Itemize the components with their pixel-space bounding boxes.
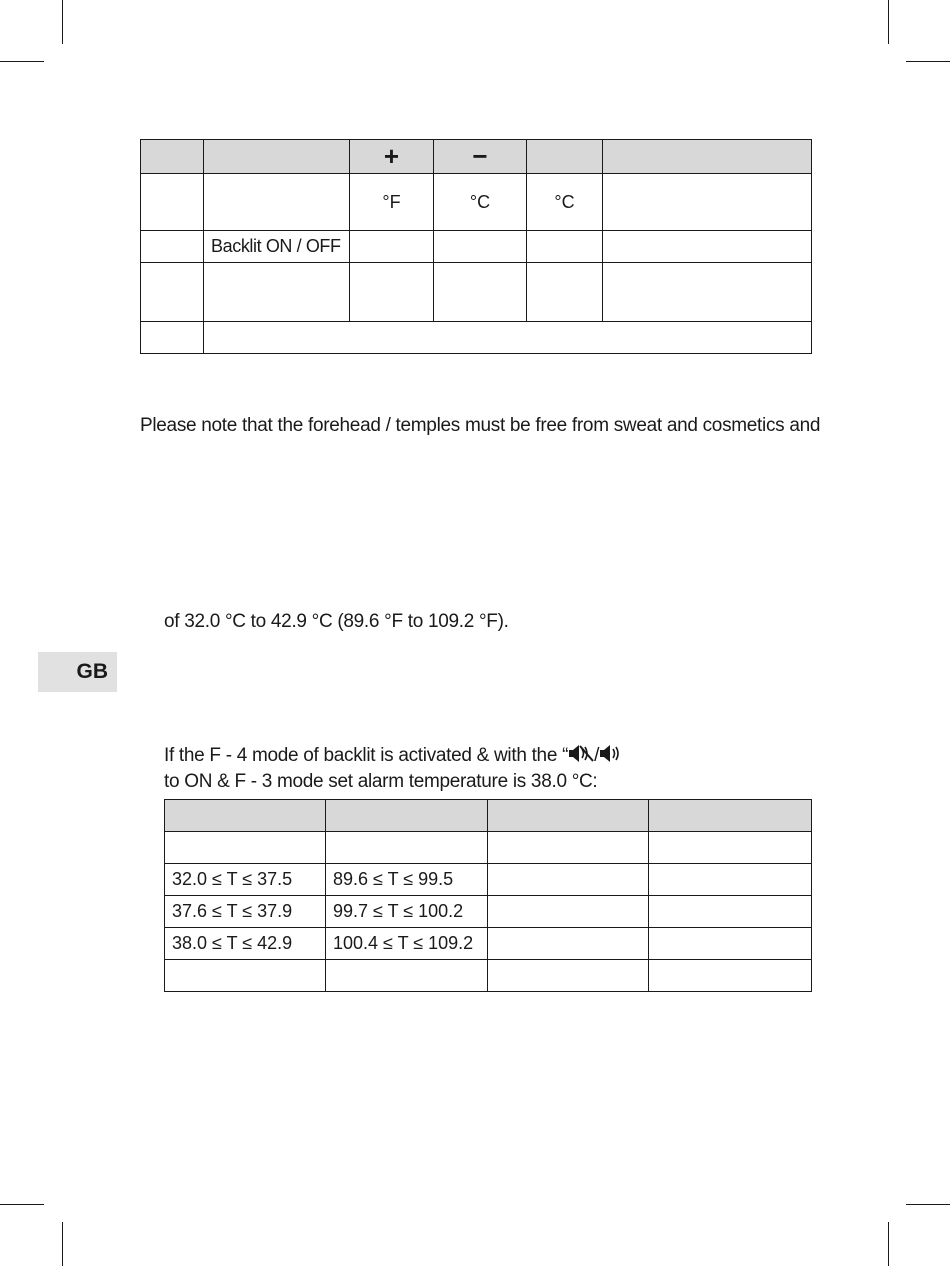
crop-mark xyxy=(906,61,950,62)
header-cell xyxy=(527,140,603,174)
header-cell xyxy=(649,800,812,832)
table-cell xyxy=(141,231,204,263)
table-row xyxy=(165,928,812,960)
fahrenheit-cell: 89.6 ≤ T ≤ 99.5 xyxy=(326,864,488,896)
table-row xyxy=(141,322,812,354)
celsius-cell: 37.6 ≤ T ≤ 37.9 xyxy=(165,896,326,928)
table-cell xyxy=(603,174,812,231)
header-cell xyxy=(141,140,204,174)
header-cell xyxy=(603,140,812,174)
table-cell xyxy=(649,864,812,896)
header-cell xyxy=(488,800,649,832)
crop-mark xyxy=(62,0,63,44)
table-cell xyxy=(603,263,812,322)
fahrenheit-cell xyxy=(326,832,488,864)
fahrenheit-cell: 99.7 ≤ T ≤ 100.2 xyxy=(326,896,488,928)
unit-cell: °F xyxy=(350,174,434,231)
table-row xyxy=(141,263,812,322)
table-cell xyxy=(141,174,204,231)
range-text: of 32.0 °C to 42.9 °C (89.6 °F to 109.2 °F). xyxy=(164,611,509,632)
speaker-on-icon xyxy=(599,744,621,769)
crop-mark xyxy=(0,61,44,62)
table-cell xyxy=(434,231,527,263)
table-row xyxy=(165,896,812,928)
celsius-cell xyxy=(165,960,326,992)
crop-mark xyxy=(62,1222,63,1266)
backlit-text-line-2: to ON & F - 3 mode set alarm temperature is 38.0 °C: xyxy=(164,771,598,792)
table-cell xyxy=(488,864,649,896)
minus-header-cell xyxy=(434,140,527,174)
header-cell xyxy=(204,140,350,174)
unit-cell: °C xyxy=(434,174,527,231)
celsius-cell: 32.0 ≤ T ≤ 37.5 xyxy=(165,864,326,896)
backlit-text: If the F - 4 mode of backlit is activated & with the “ xyxy=(164,745,569,766)
table-cell xyxy=(204,263,350,322)
settings-table-header xyxy=(141,140,812,174)
fahrenheit-cell xyxy=(326,960,488,992)
backlit-label-cell: Backlit ON / OFF xyxy=(204,231,350,263)
table-cell xyxy=(434,263,527,322)
plus-header-cell xyxy=(350,140,434,174)
header-cell xyxy=(326,800,488,832)
note-text: Please note that the forehead / temples must be free from sweat and cosmetics and xyxy=(140,415,821,436)
table-cell xyxy=(488,928,649,960)
table-cell xyxy=(649,896,812,928)
crop-mark xyxy=(888,0,889,44)
table-cell xyxy=(350,263,434,322)
table-row xyxy=(165,832,812,864)
table-cell xyxy=(527,263,603,322)
table-cell xyxy=(350,231,434,263)
table-cell xyxy=(141,322,204,354)
table-cell xyxy=(649,928,812,960)
table-cell xyxy=(649,960,812,992)
table-cell xyxy=(488,896,649,928)
table-cell xyxy=(603,231,812,263)
plus-sign: + xyxy=(383,141,400,171)
crop-mark xyxy=(906,1204,950,1205)
unit-cell: °C xyxy=(527,174,603,231)
celsius-cell xyxy=(165,832,326,864)
settings-table xyxy=(140,139,812,354)
table-cell xyxy=(527,231,603,263)
crop-mark xyxy=(0,1204,44,1205)
language-tab-label: GB xyxy=(76,660,108,683)
table-row xyxy=(141,231,812,263)
crop-mark xyxy=(888,1222,889,1266)
table-row xyxy=(165,960,812,992)
header-cell xyxy=(165,800,326,832)
fahrenheit-cell: 100.4 ≤ T ≤ 109.2 xyxy=(326,928,488,960)
minus-sign: − xyxy=(472,141,488,171)
backlit-text-line-1: If the F - 4 mode of backlit is activated & with the “ / xyxy=(164,744,621,769)
table-row xyxy=(165,864,812,896)
table-row xyxy=(141,174,812,231)
table-cell xyxy=(488,960,649,992)
language-tab xyxy=(38,652,117,692)
temperature-table-header xyxy=(165,800,812,832)
temperature-table xyxy=(164,799,812,992)
table-cell xyxy=(649,832,812,864)
table-cell xyxy=(204,174,350,231)
table-cell xyxy=(141,263,204,322)
speaker-muted-icon xyxy=(568,744,594,769)
celsius-cell: 38.0 ≤ T ≤ 42.9 xyxy=(165,928,326,960)
merged-cell xyxy=(204,322,812,354)
table-cell xyxy=(488,832,649,864)
